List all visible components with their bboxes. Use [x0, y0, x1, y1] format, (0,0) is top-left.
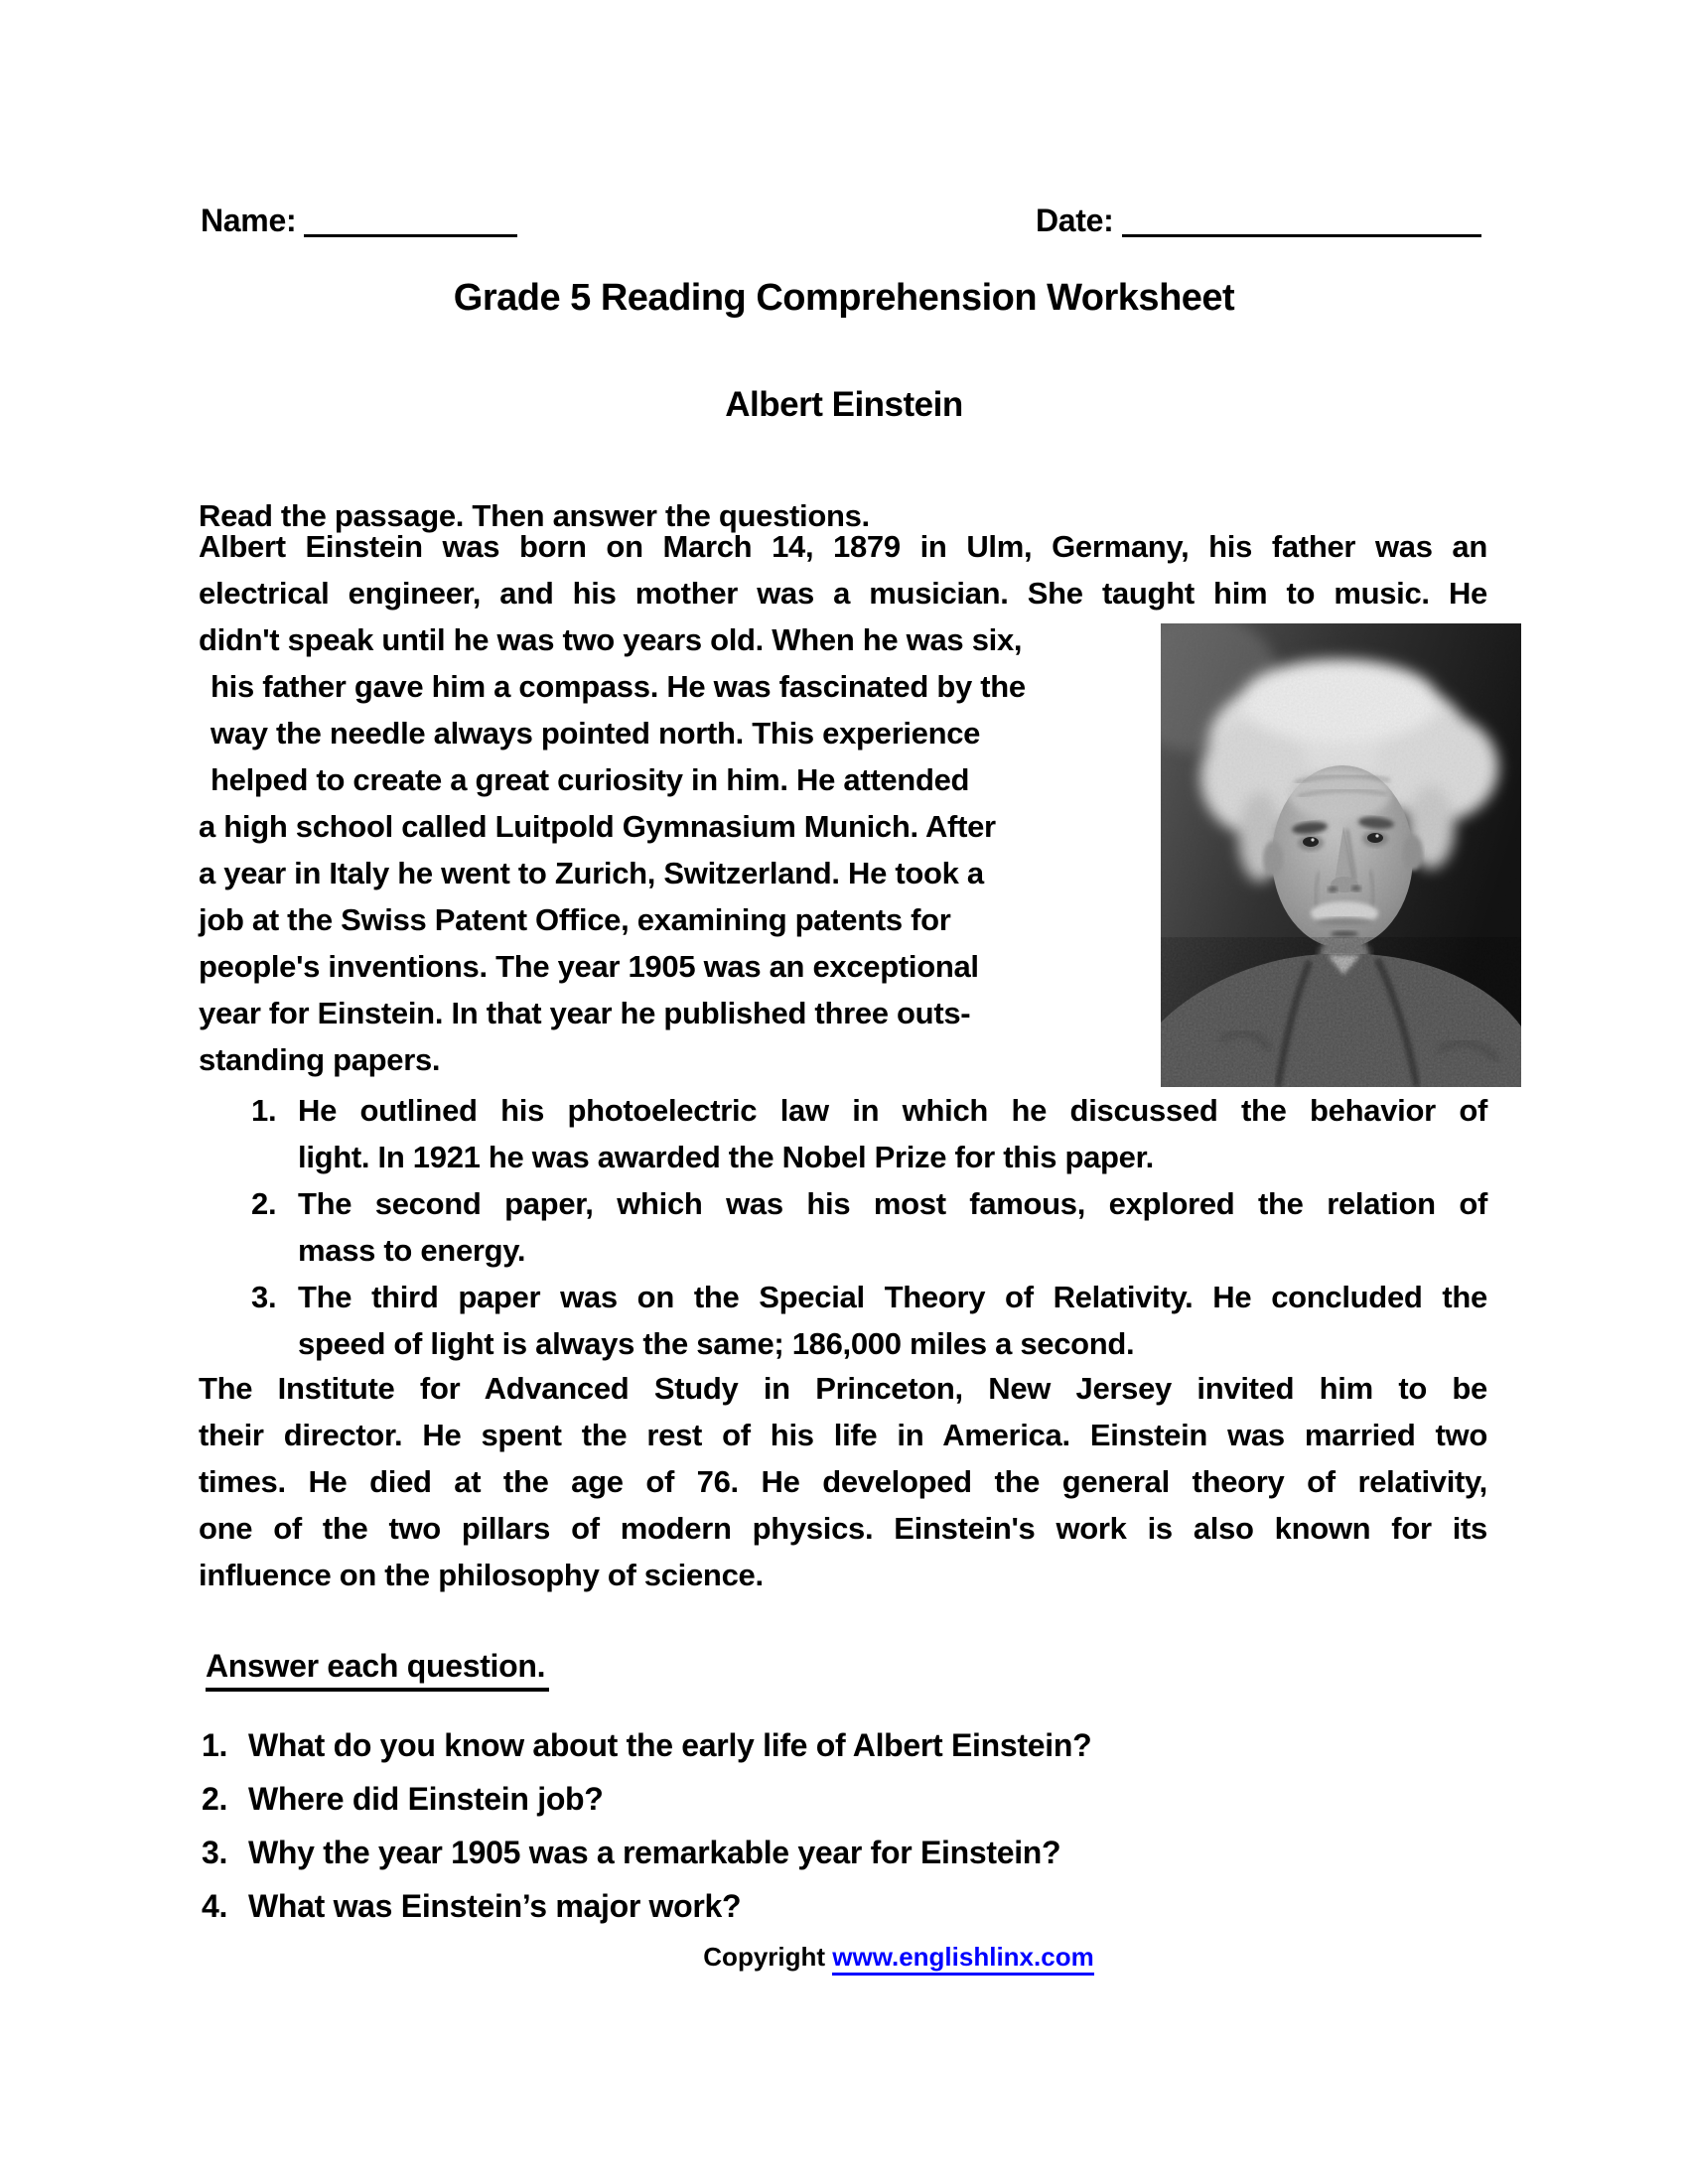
question-number: 1. — [202, 1727, 228, 1763]
passage-line: his father gave him a compass. He was fascinated by the — [211, 669, 1026, 704]
passage-line: way the needle always pointed north. This experience — [211, 716, 981, 751]
question-text: Why the year 1905 was a remarkable year for Einstein? — [248, 1835, 1061, 1870]
passage-line: times. He died at the age of 76. He developed the general theory of relativity, — [199, 1464, 1487, 1499]
name-label: Name: — [201, 203, 297, 238]
question-row — [199, 1718, 1499, 1772]
list-item-line: mass to energy. — [298, 1233, 526, 1268]
copyright-label: Copyright — [703, 1942, 826, 1972]
passage-numbered-list — [199, 1087, 1487, 1367]
passage-line: one of the two pillars of modern physics. Einstein's work is also known for its — [199, 1511, 1487, 1546]
list-item-line — [199, 1274, 1487, 1320]
einstein-photo — [1161, 623, 1521, 1087]
question-row — [199, 1826, 1499, 1879]
question-number: 2. — [202, 1781, 228, 1817]
question-text: What do you know about the early life of Albert Einstein? — [248, 1727, 1092, 1763]
page-title: Grade 5 Reading Comprehension Worksheet — [453, 277, 1235, 319]
question-text: What was Einstein’s major work? — [248, 1888, 742, 1924]
list-item-number: 3. — [251, 1280, 277, 1314]
list-item-text: The third paper was on the Special Theory of Relativity. He concluded the — [298, 1280, 1487, 1314]
name-field — [201, 203, 517, 238]
passage-line: The Institute for Advanced Study in Princeton, New Jersey invited him to be — [199, 1371, 1487, 1406]
question-number: 3. — [202, 1835, 228, 1870]
list-item-text: He outlined his photoelectric law in which he discussed the behavior of — [298, 1093, 1487, 1128]
passage-line: job at the Swiss Patent Office, examining patents for — [199, 902, 951, 937]
date-blank-line — [1122, 234, 1481, 237]
closing-paragraph — [199, 1365, 1487, 1598]
question-number: 4. — [202, 1888, 228, 1924]
name-blank-line — [304, 234, 517, 237]
list-item-line — [199, 1087, 1487, 1134]
header-row — [0, 203, 1688, 246]
list-item-number: 2. — [251, 1186, 277, 1221]
question-text: Where did Einstein job? — [248, 1781, 604, 1817]
passage-line: a high school called Luitpold Gymnasium Munich. After — [199, 809, 996, 844]
list-item-number: 1. — [251, 1093, 277, 1128]
question-row — [199, 1879, 1499, 1933]
list-item-line: speed of light is always the same; 186,000 miles a second. — [298, 1326, 1135, 1361]
passage-line: people's inventions. The year 1905 was an exceptional — [199, 949, 979, 984]
question-row — [199, 1772, 1499, 1826]
instructions-text: Read the passage. Then answer the questions. — [199, 498, 870, 533]
passage-line: helped to create a great curiosity in him. He attended — [211, 762, 970, 797]
passage-line: their director. He spent the rest of his life in America. Einstein was married two — [199, 1418, 1487, 1452]
passage-line: didn't speak until he was two years old. When he was six, — [199, 622, 1023, 657]
passage-line: Albert Einstein was born on March 14, 1879 in Ulm, Germany, his father was an — [199, 529, 1487, 564]
einstein-photo-image — [1161, 623, 1521, 1087]
answer-section-heading — [206, 1648, 549, 1692]
list-item-line: light. In 1921 he was awarded the Nobel Prize for this paper. — [298, 1140, 1154, 1174]
passage-line: a year in Italy he went to Zurich, Switzerland. He took a — [199, 856, 984, 890]
list-item-line — [199, 1180, 1487, 1227]
footer — [0, 1941, 1688, 1973]
date-field — [1036, 203, 1481, 238]
list-item-text: The second paper, which was his most famous, explored the relation of — [298, 1186, 1487, 1221]
passage-line: year for Einstein. In that year he published three outs- — [199, 996, 971, 1030]
passage-title: Albert Einstein — [725, 385, 963, 424]
copyright-link[interactable]: www.englishlinx.com — [832, 1942, 1093, 1976]
answer-heading-text: Answer each question. — [206, 1648, 549, 1692]
passage-line: standing papers. — [199, 1042, 441, 1077]
questions-list — [199, 1718, 1499, 1933]
passage-line: electrical engineer, and his mother was a musician. She taught him to music. He — [199, 576, 1487, 611]
passage-line: influence on the philosophy of science. — [199, 1558, 764, 1592]
date-label: Date: — [1036, 203, 1114, 238]
